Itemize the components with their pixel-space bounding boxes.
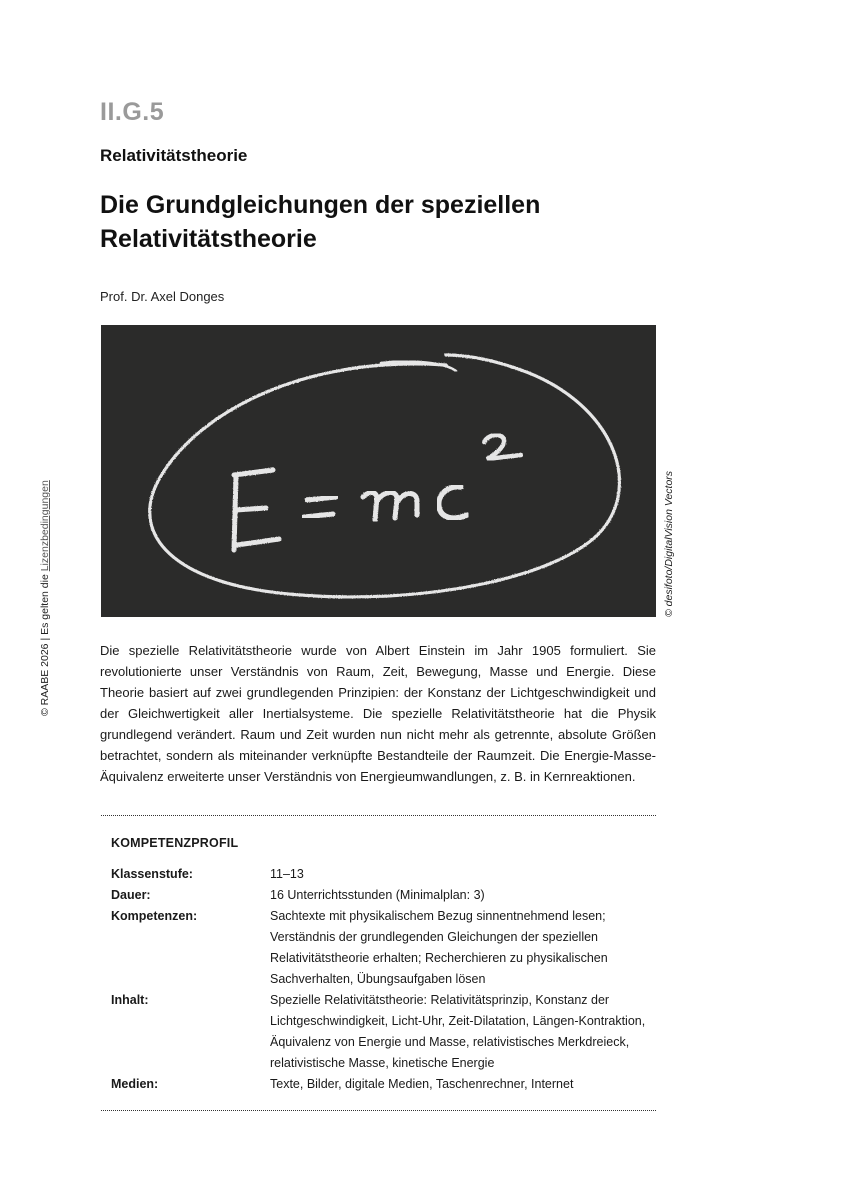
image-credit: © desifoto/DigitalVision Vectors — [663, 470, 675, 617]
section-code: II.G.5 — [100, 98, 165, 126]
row-value: 16 Unterrichtsstunden (Minimalplan: 3) — [270, 888, 485, 902]
chalk-formula-illustration — [101, 325, 656, 617]
profile-row-content — [111, 990, 651, 1074]
author: Prof. Dr. Axel Donges — [100, 289, 225, 304]
profile-row-grade — [111, 864, 651, 885]
topic-label: Relativitätstheorie — [100, 146, 248, 165]
license-note — [38, 480, 52, 716]
row-label: Kompetenzen: — [111, 909, 198, 923]
row-label: Klassenstufe: — [111, 867, 193, 881]
page-title: Die Grundgleichungen der speziellen Relativitätstheorie — [100, 191, 541, 253]
license-link[interactable]: Lizenzbedingungen — [39, 480, 51, 572]
competence-profile-table — [111, 864, 651, 1095]
profile-row-media — [111, 1074, 651, 1095]
row-value: 11–13 — [270, 867, 304, 881]
profile-row-competencies — [111, 906, 651, 990]
row-value: Sachtexte mit physikalischem Bezug sinnentnehmend lesen; Verständnis der grundlegenden Gleichungen der speziellen Relativitätstheorie erhalten; Recherchieren zu physikalischen Sachverhalten, Übungsaufgaben lösen — [270, 909, 608, 986]
hero-image-chalkboard — [101, 325, 656, 617]
profile-heading: KOMPETENZPROFIL — [111, 836, 239, 850]
row-label: Medien: — [111, 1077, 159, 1091]
divider-top — [101, 815, 656, 816]
row-label: Inhalt: — [111, 993, 149, 1007]
profile-row-duration — [111, 885, 651, 906]
copyright-text: © RAABE 2026 | Es gelten die — [39, 571, 51, 716]
row-value: Spezielle Relativitätstheorie: Relativitätsprinzip, Konstanz der Lichtgeschwindigkeit, Licht-Uhr, Zeit-Dilatation, Längen-Kontraktion, Äquivalenz von Energie und Masse, relativistisches Merkdreieck, relativistische Masse, kinetische Energie — [270, 993, 646, 1070]
row-value: Texte, Bilder, digitale Medien, Taschenrechner, Internet — [270, 1077, 574, 1091]
intro-paragraph: Die spezielle Relativitätstheorie wurde von Albert Einstein im Jahr 1905 formuliert. Sie revolutionierte unser Verständnis von Raum, Zeit, Bewegung, Masse und Energie. Diese Theorie basiert auf zwei grundlegenden Prinzipien: der Konstanz der Lichtgeschwindigkeit und der Gleichwertigkeit aller Inertialsysteme. Die spezielle Relativitätstheorie hat die Physik grundlegend verändert. Raum und Zeit wurden nun nicht mehr als getrennte, absolute Größen betrachtet, sondern als miteinander verknüpfte Bestandteile der Raumzeit. Die Energie-Masse-Äquivalenz erweiterte unser Verständnis von Energieumwandlungen, z. B. in Kernreaktionen. — [100, 643, 656, 784]
divider-bottom — [101, 1110, 656, 1111]
row-label: Dauer: — [111, 888, 151, 902]
